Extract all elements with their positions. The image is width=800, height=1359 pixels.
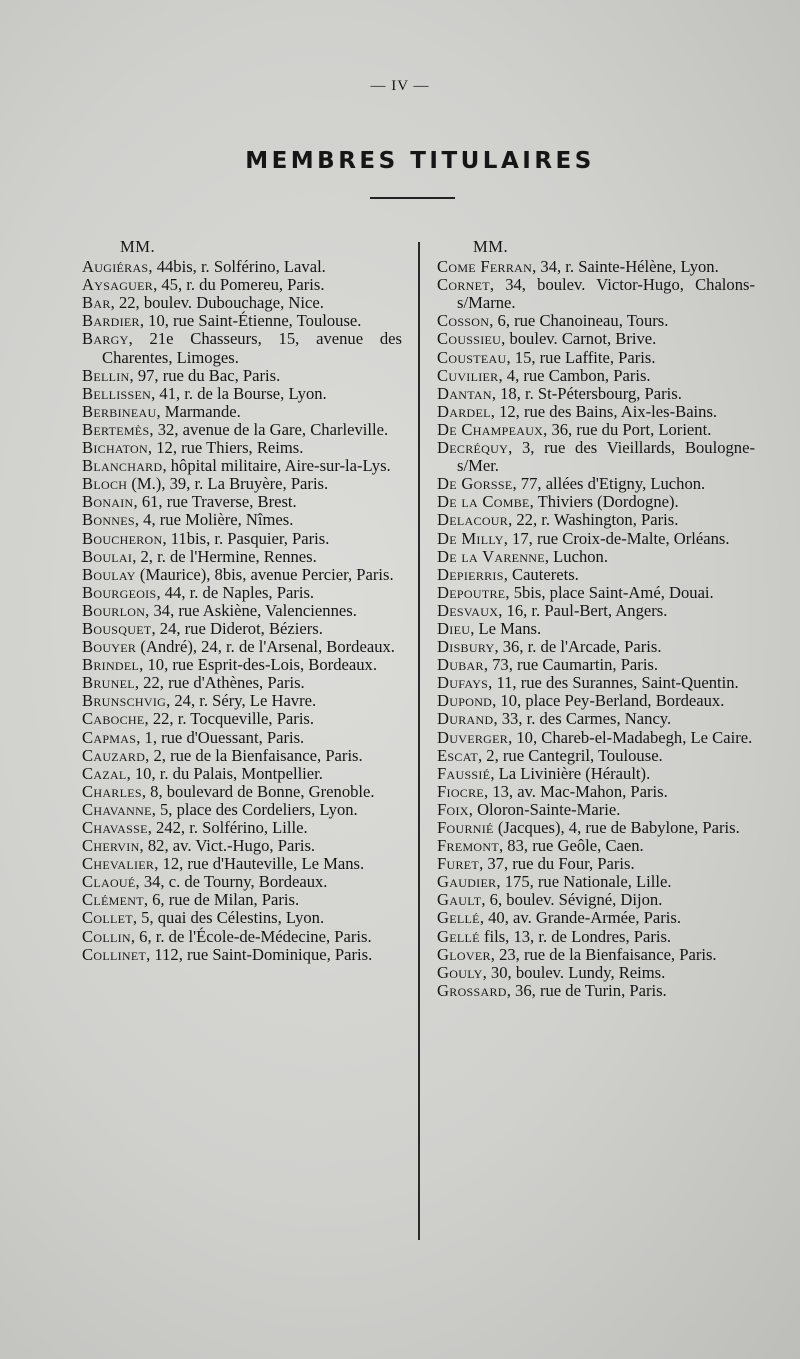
member-entry [82,566,402,584]
member-entry [82,385,402,403]
member-address: , 112, rue Saint-Dominique, Paris. [146,944,373,964]
member-address: , 8, boulevard de Bonne, Grenoble. [141,781,375,801]
member-address: fils, 13, r. de Londres, Paris. [479,926,672,946]
member-address: , 21e Chasseurs, 15, avenue des Charentes, Limoges. [102,329,402,367]
member-address: , 24, rue Diderot, Béziers. [151,618,323,638]
member-name: Bonain [82,492,134,512]
member-address: , 13, av. Mac-Mahon, Paris. [484,781,668,801]
member-address: , Le Mans. [470,618,542,638]
member-entry [437,909,755,927]
member-name: Bonnes [82,510,135,530]
member-name: Come Ferran [437,257,533,277]
member-name: Gellé [437,908,480,928]
member-name: De Gorsse [437,474,513,494]
member-name: Fiocre [437,781,485,801]
member-name: Glover [437,944,491,964]
member-name: Decréquy [437,438,509,458]
member-entry [82,602,402,620]
member-entry [437,330,755,348]
member-entry [437,873,755,891]
member-address: , 11bis, r. Pasquier, Paris. [162,528,330,548]
member-address: , 22, r. Tocqueville, Paris. [144,709,315,729]
member-address: , 36, rue de Turin, Paris. [506,980,667,1000]
member-entry [82,638,402,656]
member-address: , 17, rue Croix-de-Malte, Orléans. [503,528,730,548]
member-name: Bargy [82,329,129,349]
member-name: Boucheron [82,528,163,548]
member-address: (Jacques), 4, rue de Babylone, Paris. [493,818,740,837]
member-name: Boulay [82,564,136,584]
title-underline [370,197,455,199]
member-address: , 6, rue de Milan, Paris. [143,890,300,910]
member-entry [437,403,755,421]
member-entry [437,729,755,747]
member-name: Bourlon [82,600,146,620]
member-address: , 2, r. de l'Hermine, Rennes. [132,546,317,566]
member-entry [437,891,755,909]
member-entry [82,530,402,548]
member-address: , 4, rue Molière, Nîmes. [134,510,294,530]
member-entry [437,421,755,439]
member-address: , 36, rue du Port, Lorient. [543,419,712,439]
member-address: , 242, r. Solférino, Lille. [147,818,308,837]
member-entry [437,765,755,783]
member-entry [437,548,755,566]
member-entry [437,367,755,385]
member-entry [82,421,402,439]
member-address: , boulev. Carnot, Brive. [501,329,657,349]
member-address: , 6, rue Chanoineau, Tours. [489,311,669,331]
member-address: , 22, boulev. Dubouchage, Nice. [110,293,324,313]
member-entry [82,511,402,529]
member-address: , 44, r. de Naples, Paris. [156,582,315,602]
member-name: Grossard [437,980,507,1000]
member-entry [82,403,402,421]
member-address: (André), 24, r. de l'Arsenal, Bordeaux. [136,637,395,657]
member-address: , Luchon. [544,546,608,566]
member-name: Furet [437,854,480,874]
member-address: , 12, rue d'Hauteville, Le Mans. [154,854,365,874]
member-address: , 5, place des Cordeliers, Lyon. [151,799,358,819]
member-name: Collet [82,908,133,928]
member-address: , La Livinière (Hérault). [490,763,651,783]
member-address: , 34, c. de Tourny, Bordeaux. [135,872,328,892]
member-name: Delacour [437,510,509,530]
member-address: , 15, rue Laffite, Paris. [506,347,656,367]
member-entry [82,457,402,475]
member-name: Bar [82,293,111,313]
member-name: Gouly [437,962,483,982]
member-address: , 44bis, r. Solférino, Laval. [148,257,326,277]
member-address: , hôpital militaire, Aire-sur-la-Lys. [162,456,391,476]
member-name: De la Combe [437,492,530,512]
member-entry [82,819,402,837]
member-entry [82,620,402,638]
member-entry [82,855,402,873]
member-name: Bellissen [82,383,152,403]
member-entry [437,511,755,529]
member-address: , 82, av. Vict.-Hugo, Paris. [139,836,316,856]
member-name: Disbury [437,637,495,657]
member-address: , 11, rue des Surannes, Saint-Quentin. [488,673,739,693]
member-name: De Champeaux [437,419,544,439]
member-entry [82,801,402,819]
member-name: Durand [437,709,494,729]
member-entry [437,493,755,511]
member-entry [437,982,755,1000]
member-name: Capmas [82,727,137,747]
member-name: Brunel [82,673,135,693]
member-entry [82,837,402,855]
member-entry [82,439,402,457]
right-column [437,238,755,1000]
column-heading: MM. [120,237,156,256]
left-column [82,238,402,964]
member-entry [82,729,402,747]
member-address: , 30, boulev. Lundy, Reims. [482,962,666,982]
member-name: Brindel [82,655,140,675]
member-entry [437,620,755,638]
member-address: , 12, rue Thiers, Reims. [147,438,304,458]
member-name: Gellé [437,926,480,946]
member-name: Depierris [437,564,504,584]
member-entry [82,258,402,276]
member-entry [82,475,402,493]
member-name: Cuvilier [437,365,499,385]
member-name: Bouyer [82,637,137,657]
member-address: , 2, rue de la Bienfaisance, Paris. [145,745,363,765]
member-name: Clément [82,890,144,910]
member-name: Escat [437,745,478,765]
member-name: Bichaton [82,438,148,458]
column-heading: MM. [473,237,509,256]
member-address: , 10, rue Saint-Étienne, Toulouse. [139,311,362,331]
member-address: , 2, rue Cantegril, Toulouse. [477,745,663,765]
member-name: Coussieu [437,329,502,349]
member-address: , 34, r. Sainte-Hélène, Lyon. [532,257,719,277]
member-address: , 3, rue des Vieillards, Boulogne-s/Mer. [457,438,755,476]
member-address: , 6, r. de l'École-de-Médecine, Paris. [130,926,372,946]
member-name: Faussié [437,763,491,783]
member-name: Cauzard [82,745,146,765]
member-entry [82,692,402,710]
member-name: Duverger [437,727,509,747]
member-name: Bellin [82,365,130,385]
member-entry [82,873,402,891]
member-address: , 97, rue du Bac, Paris. [129,365,281,385]
member-entry [437,747,755,765]
member-name: Charles [82,781,142,801]
member-address: , 18, r. St-Pétersbourg, Paris. [491,383,682,403]
member-address: , 61, rue Traverse, Brest. [133,492,297,512]
member-name: Dardel [437,401,491,421]
member-name: Collinet [82,944,147,964]
member-list [82,258,402,964]
member-name: Bousquet [82,618,152,638]
member-entry [82,656,402,674]
member-entry [82,330,402,366]
member-name: Dubar [437,655,484,675]
member-entry [82,276,402,294]
member-address: , 10, place Pey-Berland, Bordeaux. [492,691,725,711]
member-name: Dupond [437,691,493,711]
member-entry [437,801,755,819]
member-address: , 10, rue Esprit-des-Lois, Bordeaux. [139,655,377,675]
member-entry [82,783,402,801]
member-entry [82,946,402,964]
member-address: , 175, rue Nationale, Lille. [496,872,672,892]
member-name: Desvaux [437,600,499,620]
member-entry [82,909,402,927]
member-name: Augiéras [82,257,149,277]
member-entry [82,294,402,312]
member-name: Blanchard [82,456,163,476]
member-address: , 32, avenue de la Gare, Charleville. [149,419,389,439]
member-entry [437,692,755,710]
member-name: Chavasse [82,818,148,837]
member-name: Claoué [82,872,136,892]
member-address: , Thiviers (Dordogne). [529,492,679,512]
column-divider [418,242,420,1240]
member-address: (Maurice), 8bis, avenue Percier, Paris. [135,564,394,584]
member-entry [437,638,755,656]
member-name: Fremont [437,836,499,856]
member-entry [437,946,755,964]
member-entry [437,584,755,602]
member-entry [82,928,402,946]
member-address: , 24, r. Séry, Le Havre. [166,691,317,711]
member-name: Bertemès [82,419,150,439]
member-entry [437,819,755,837]
member-entry [437,566,755,584]
member-address: , 40, av. Grande-Armée, Paris. [479,908,682,928]
member-entry [82,710,402,728]
member-name: Gaudier [437,872,497,892]
member-address: , 16, r. Paul-Bert, Angers. [498,600,668,620]
member-address: , 4, rue Cambon, Paris. [498,365,651,385]
member-entry [82,493,402,511]
member-entry [437,439,755,475]
member-address: , 6, boulev. Sévigné, Dijon. [481,890,663,910]
member-name: Boulai [82,546,133,566]
member-name: Chevalier [82,854,155,874]
member-name: Fournié [437,818,494,837]
member-address: , 1, rue d'Ouessant, Paris. [136,727,305,747]
member-address: , 41, r. de la Bourse, Lyon. [151,383,327,403]
member-name: Collin [82,926,131,946]
member-address: , 34, boulev. Victor-Hugo, Chalons-s/Marne. [457,275,755,313]
member-address: , 5, quai des Célestins, Lyon. [132,908,325,928]
member-entry [437,964,755,982]
member-entry [437,656,755,674]
member-address: , 10, Chareb-el-Madabegh, Le Caire. [508,727,753,747]
member-name: Bloch [82,474,128,494]
member-address: , 34, rue Askiène, Valenciennes. [145,600,357,620]
member-entry [437,258,755,276]
member-entry [82,312,402,330]
member-address: , 36, r. de l'Arcade, Paris. [494,637,662,657]
member-name: Berbineau [82,401,157,421]
member-entry [82,765,402,783]
member-address: (M.), 39, r. La Bruyère, Paris. [127,474,329,494]
member-name: Foix [437,799,469,819]
member-entry [437,312,755,330]
member-address: , 73, rue Caumartin, Paris. [483,655,659,675]
member-entry [82,367,402,385]
member-entry [437,928,755,946]
member-address: , 23, rue de la Bienfaisance, Paris. [490,944,717,964]
member-entry [82,548,402,566]
member-name: Chavanne [82,799,152,819]
member-entry [437,530,755,548]
member-address: , Cauterets. [503,564,579,584]
member-address: , 33, r. des Carmes, Nancy. [493,709,672,729]
member-name: Gault [437,890,482,910]
member-name: De la Varenne [437,546,545,566]
member-name: Depoutre [437,582,506,602]
member-entry [437,276,755,312]
member-entry [82,747,402,765]
member-name: Brunschvig [82,691,167,711]
member-list [437,258,755,1000]
member-name: Cousteau [437,347,507,367]
member-address: , 45, r. du Pomereu, Paris. [153,275,325,295]
member-entry [437,385,755,403]
member-entry [437,602,755,620]
member-name: Aysaguer [82,275,154,295]
member-address: , 22, rue d'Athènes, Paris. [134,673,305,693]
member-name: De Milly [437,528,504,548]
page-number: — IV — [370,78,430,94]
member-name: Dantan [437,383,492,403]
member-entry [437,710,755,728]
member-name: Dieu [437,618,471,638]
member-entry [82,891,402,909]
member-name: Cornet [437,275,490,295]
member-name: Cazal [82,763,127,783]
member-address: , 37, rue du Four, Paris. [479,854,635,874]
member-address: , 77, allées d'Etigny, Luchon. [512,474,706,494]
member-address: , 10, r. du Palais, Montpellier. [126,763,323,783]
member-name: Cosson [437,311,490,331]
member-entry [437,674,755,692]
member-address: , 12, rue des Bains, Aix-les-Bains. [490,401,718,421]
member-address: , 83, rue Geôle, Caen. [499,836,644,856]
member-address: , 22, r. Washington, Paris. [508,510,679,530]
member-address: , 5bis, place Saint-Amé, Douai. [505,582,714,602]
member-entry [437,783,755,801]
member-entry [437,475,755,493]
member-entry [437,349,755,367]
member-name: Bardier [82,311,140,331]
member-name: Bourgeois [82,582,157,602]
member-entry [437,837,755,855]
member-name: Chervin [82,836,140,856]
page-title: MEMBRES TITULAIRES [245,148,595,174]
member-address: , Oloron-Sainte-Marie. [468,799,621,819]
member-name: Caboche [82,709,145,729]
member-entry [82,674,402,692]
member-entry [437,855,755,873]
member-entry [82,584,402,602]
member-address: , Marmande. [156,401,241,421]
member-name: Dufays [437,673,489,693]
